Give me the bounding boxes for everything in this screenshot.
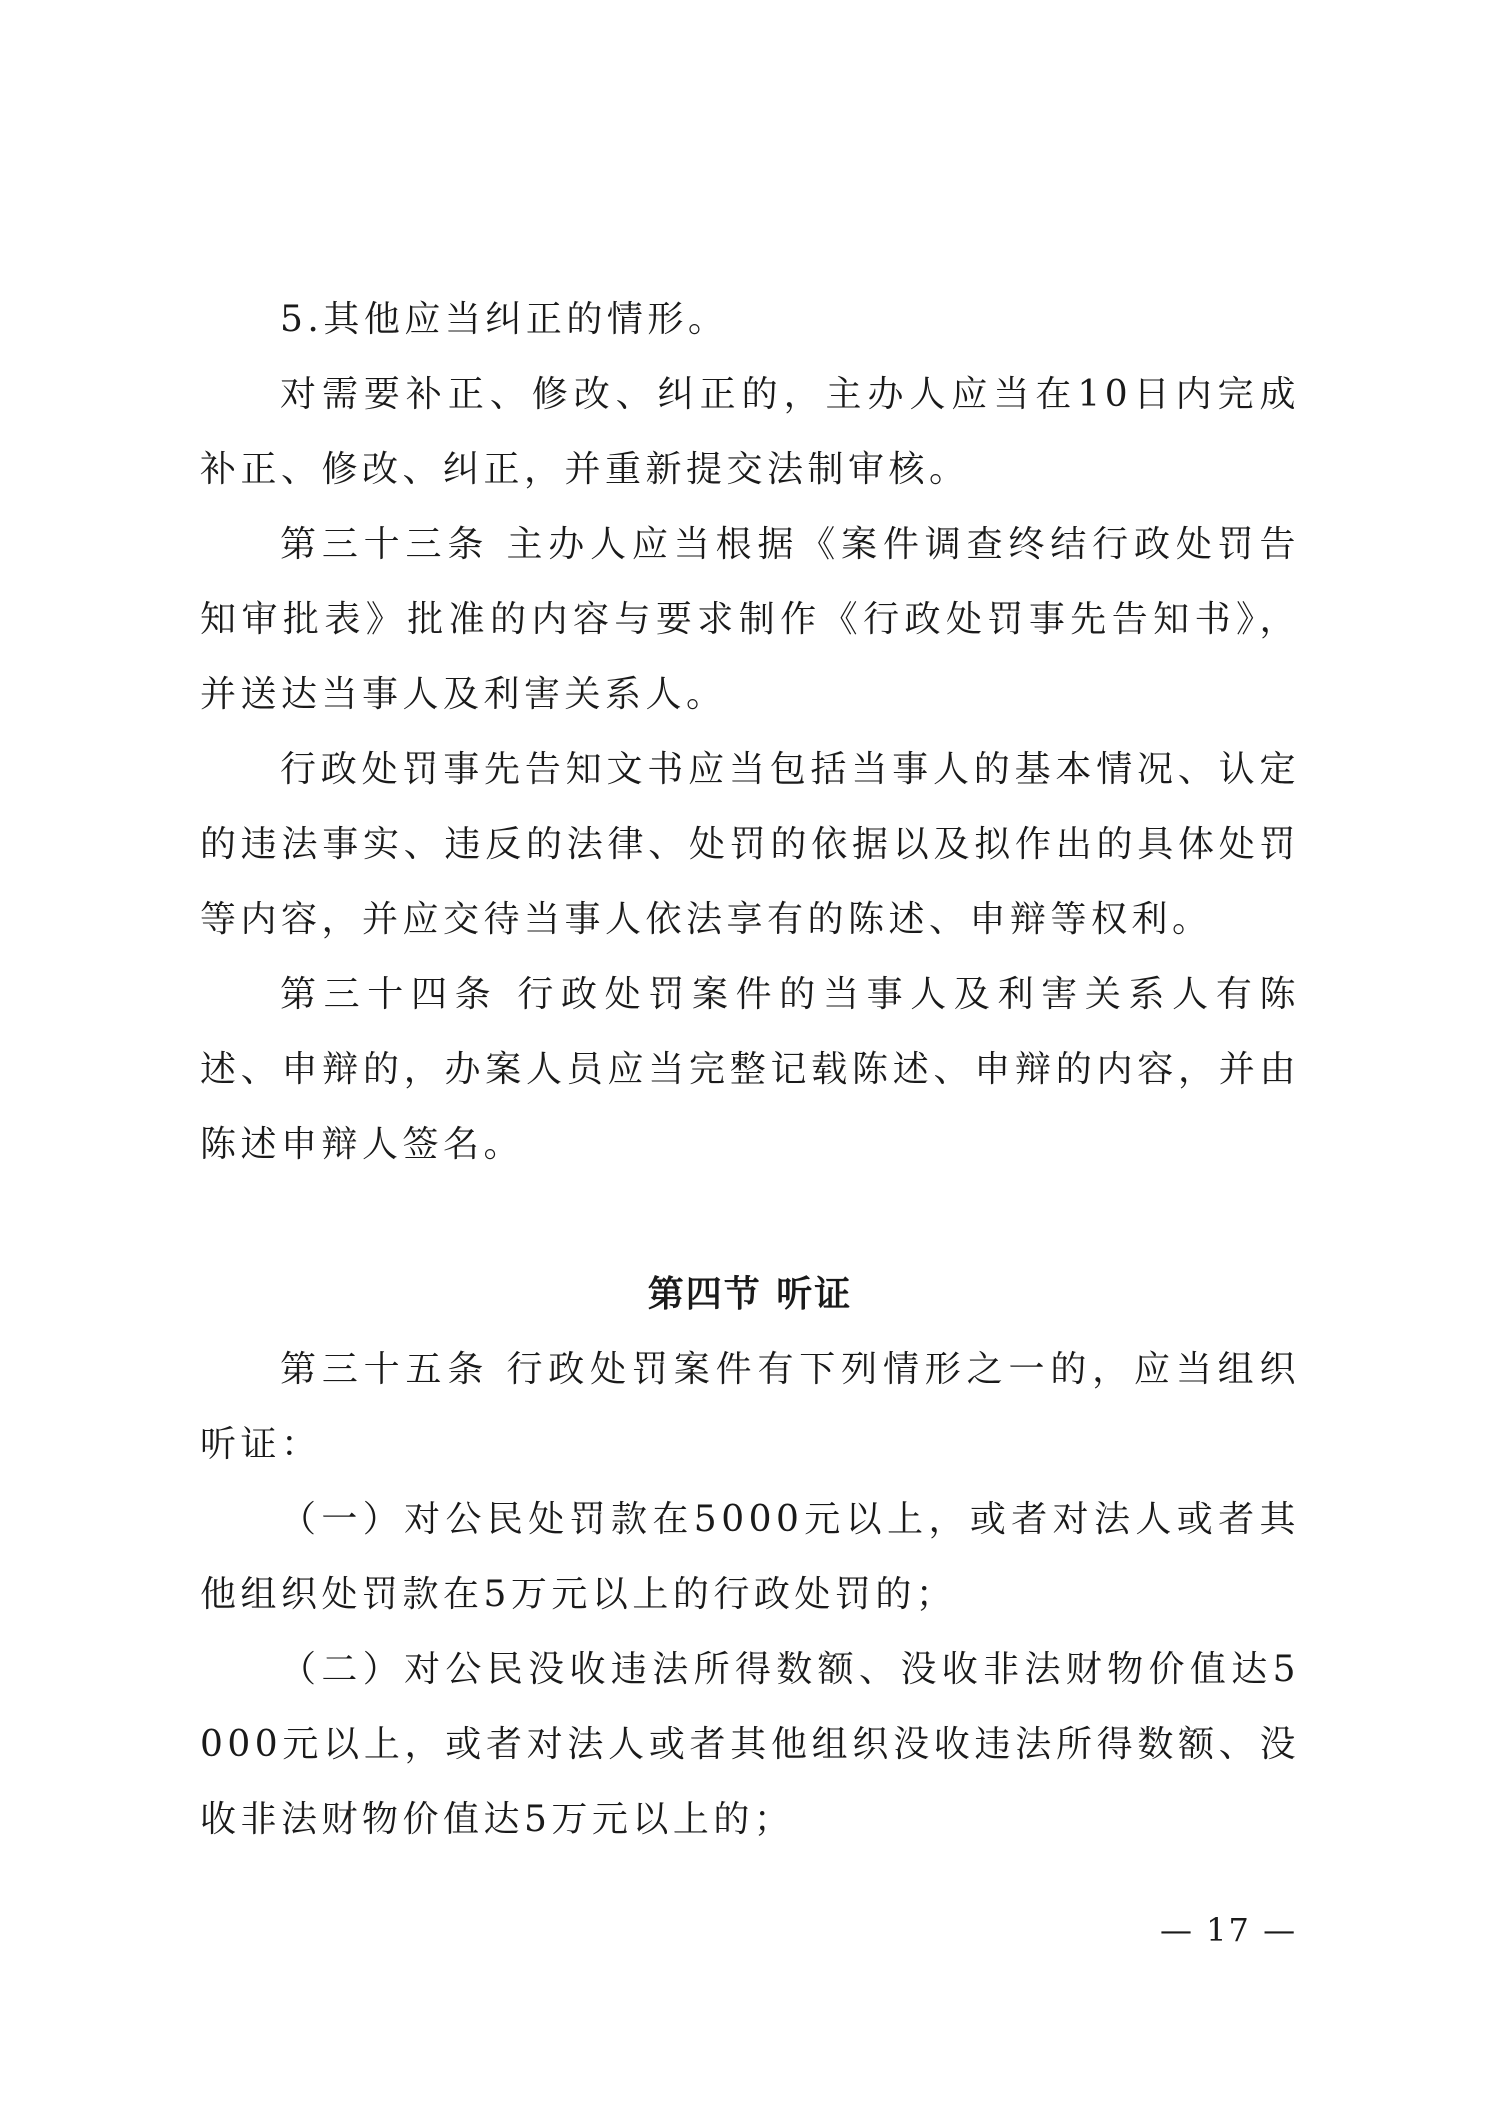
paragraph-notice-content: 行政处罚事先告知文书应当包括当事人的基本情况、认定的违法事实、违反的法律、处罚的依据以及拟作出的具体处罚等内容，并应交待当事人依法享有的陈述、申辩等权利。 [200, 749, 1300, 940]
page-number: — 17 — [1160, 1911, 1298, 1949]
paragraph-article-35: 第三十五条 行政处罚案件有下列情形之一的，应当组织听证： [200, 1349, 1300, 1465]
paragraph-clause-2: （二）对公民没收违法所得数额、没收非法财物价值达5000元以上，或者对法人或者其他组织没收违法所得数额、没收非法财物价值达5万元以上的； [200, 1649, 1300, 1840]
paragraph-article-33: 第三十三条 主办人应当根据《案件调查终结行政处罚告知审批表》批准的内容与要求制作《行政处罚事先告知书》，并送达当事人及利害关系人。 [200, 524, 1300, 715]
paragraph-correction-deadline: 对需要补正、修改、纠正的，主办人应当在10日内完成补正、修改、纠正，并重新提交法制审核。 [200, 374, 1300, 490]
section-title: 第四节 听证 [647, 1274, 853, 1315]
paragraph-article-34: 第三十四条 行政处罚案件的当事人及利害关系人有陈述、申辩的，办案人员应当完整记载陈述、申辩的内容，并由陈述申辩人签名。 [200, 974, 1300, 1165]
document-body [200, 282, 1300, 1857]
paragraph-clause-1: （一）对公民处罚款在5000元以上，或者对法人或者其他组织处罚款在5万元以上的行政处罚的； [200, 1499, 1300, 1615]
paragraph-item-5: 5.其他应当纠正的情形。 [280, 299, 729, 340]
